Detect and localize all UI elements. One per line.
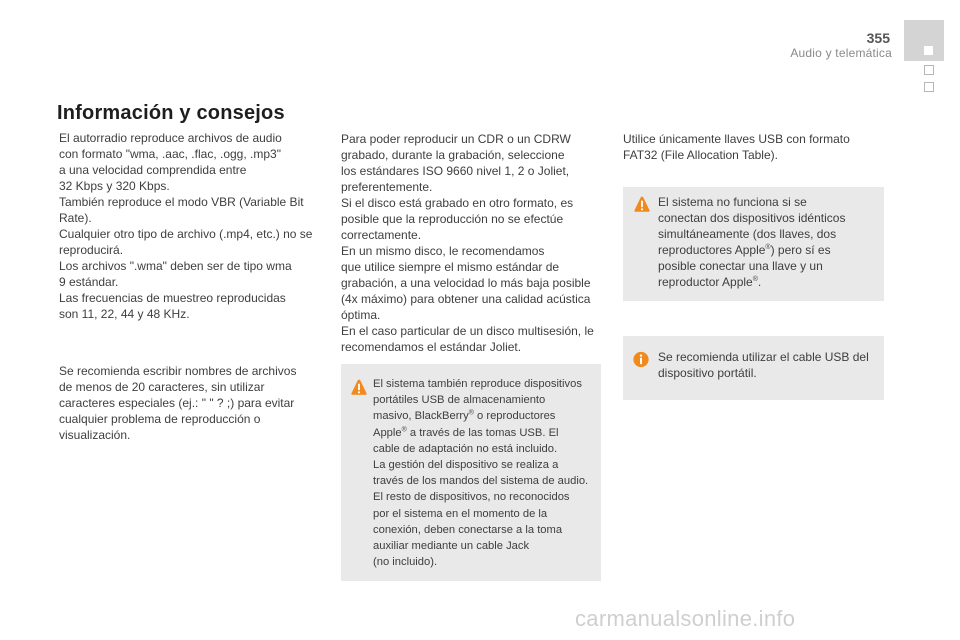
- text-line: 9 estándar.: [59, 275, 119, 289]
- text-line: cualquier problema de reproducción o: [59, 412, 261, 426]
- text-line: cable de adaptación no está incluido.: [373, 442, 558, 455]
- text-line: Se recomienda escribir nombres de archivos: [59, 364, 297, 378]
- text-line: [658, 274, 880, 290]
- text-line: Para poder reproducir un CDR o un CDRW: [341, 132, 571, 146]
- registered-mark: ®: [401, 425, 407, 433]
- info-icon: [633, 351, 649, 368]
- warning-icon: [634, 196, 650, 213]
- text-line: En un mismo disco, le recomendamos: [341, 244, 545, 258]
- text-fragment: reproductores Apple: [658, 243, 766, 257]
- text-fragment: o reproductores: [473, 410, 556, 423]
- text-fragment: a través de las tomas USB. El: [406, 426, 559, 439]
- info-note-text: [658, 349, 880, 381]
- section-tab-box[interactable]: [924, 82, 934, 92]
- text-fragment: ) pero sí es: [770, 243, 831, 257]
- text-fragment: Apple: [373, 426, 402, 439]
- warning-note-text: [373, 376, 599, 570]
- text-line: (4x máximo) para obtener una calidad acústica: [341, 292, 591, 306]
- text-line: través de los mandos del sistema de audio.: [373, 475, 589, 488]
- text-line: visualización.: [59, 428, 131, 442]
- text-line: 32 Kbps y 320 Kbps.: [59, 179, 170, 193]
- text-line: posible que la reproducción no se efectúe: [341, 212, 564, 226]
- text-line: reproducirá.: [59, 243, 124, 257]
- text-line: Utilice únicamente llaves USB con formato: [623, 132, 850, 146]
- text-line: dispositivo portátil.: [658, 366, 757, 380]
- text-line: Cualquier otro tipo de archivo (.mp4, etc.) no se: [59, 227, 313, 241]
- text-line: Si el disco está grabado en otro formato, es: [341, 196, 574, 210]
- registered-mark: ®: [752, 276, 758, 283]
- registered-mark: ®: [765, 244, 771, 251]
- text-line: simultáneamente (dos llaves, dos: [658, 227, 837, 241]
- text-line: los estándares ISO 9660 nivel 1, 2 o Joliet,: [341, 164, 570, 178]
- column1-paragraph2: [59, 363, 321, 443]
- text-line: portátiles USB de almacenamiento: [373, 394, 546, 407]
- text-line: correctamente.: [341, 228, 422, 242]
- text-line: El autorradio reproduce archivos de audio: [59, 131, 282, 145]
- text-line: recomendamos el estándar Joliet.: [341, 340, 522, 354]
- text-line: El resto de dispositivos, no reconocidos: [373, 491, 570, 504]
- site-watermark: carmanualsonline.info: [575, 606, 796, 631]
- warning-note-text: [658, 194, 880, 290]
- usb-cable-info-note: [623, 336, 884, 400]
- text-line: por el sistema en el momento de la: [373, 507, 548, 520]
- text-line: Se recomienda utilizar el cable USB del: [658, 350, 869, 364]
- column1-paragraph1: [59, 130, 321, 322]
- column2-paragraph1: [341, 131, 609, 355]
- text-line: El sistema también reproduce dispositivos: [373, 378, 582, 390]
- text-line: [373, 425, 599, 441]
- section-label: Audio y telemática: [790, 46, 892, 60]
- section-tabs: [904, 20, 944, 100]
- warning-icon: [351, 379, 367, 396]
- page-number: 355: [866, 30, 890, 46]
- text-line: son 11, 22, 44 y 48 KHz.: [59, 307, 190, 321]
- text-fragment: .: [757, 275, 762, 289]
- text-line: posible conectar una llave y un: [658, 259, 823, 273]
- text-line: a una velocidad comprendida entre: [59, 163, 247, 177]
- text-line: de menos de 20 caracteres, sin utilizar: [59, 380, 265, 394]
- text-line: óptima.: [341, 308, 381, 322]
- text-line: La gestión del dispositivo se realiza a: [373, 459, 559, 472]
- text-line: conexión, deben conectarse a la toma: [373, 523, 563, 536]
- text-line: con formato "wma, .aac, .flac, .ogg, .mp3": [59, 147, 281, 161]
- text-line: En el caso particular de un disco multisesión, le: [341, 324, 594, 338]
- text-line: grabado, durante la grabación, seleccione: [341, 148, 565, 162]
- text-line: FAT32 (File Allocation Table).: [623, 148, 778, 162]
- usb-devices-warning-note: [341, 364, 601, 581]
- tab-marker-icon: [924, 46, 933, 55]
- column3-paragraph1: [623, 131, 885, 163]
- text-line: Las frecuencias de muestreo reproducidas: [59, 291, 286, 305]
- text-line: caracteres especiales (ej.: " " ? ;) para evitar: [59, 396, 295, 410]
- text-line: que utilice siempre el mismo estándar de: [341, 260, 560, 274]
- page-title: Información y consejos: [57, 102, 285, 124]
- text-fragment: reproductor Apple: [658, 275, 753, 289]
- text-line: (no incluido).: [373, 556, 438, 569]
- text-line: auxiliar mediante un cable Jack: [373, 540, 530, 553]
- identical-devices-warning-note: [623, 187, 884, 301]
- text-line: Rate).: [59, 211, 92, 225]
- text-fragment: masivo, BlackBerry: [373, 410, 469, 423]
- text-line: grabación, a una velocidad lo más baja posible: [341, 276, 591, 290]
- text-line: El sistema no funciona si se: [658, 195, 807, 209]
- active-section-tab[interactable]: [904, 20, 944, 61]
- text-line: preferentemente.: [341, 180, 433, 194]
- text-line: También reproduce el modo VBR (Variable Bit: [59, 195, 304, 209]
- text-line: [658, 242, 880, 258]
- text-line: conectan dos dispositivos idénticos: [658, 211, 846, 225]
- text-line: [373, 408, 599, 424]
- text-line: Los archivos ".wma" deben ser de tipo wma: [59, 259, 292, 273]
- registered-mark: ®: [468, 409, 474, 417]
- section-tab-box[interactable]: [924, 65, 934, 75]
